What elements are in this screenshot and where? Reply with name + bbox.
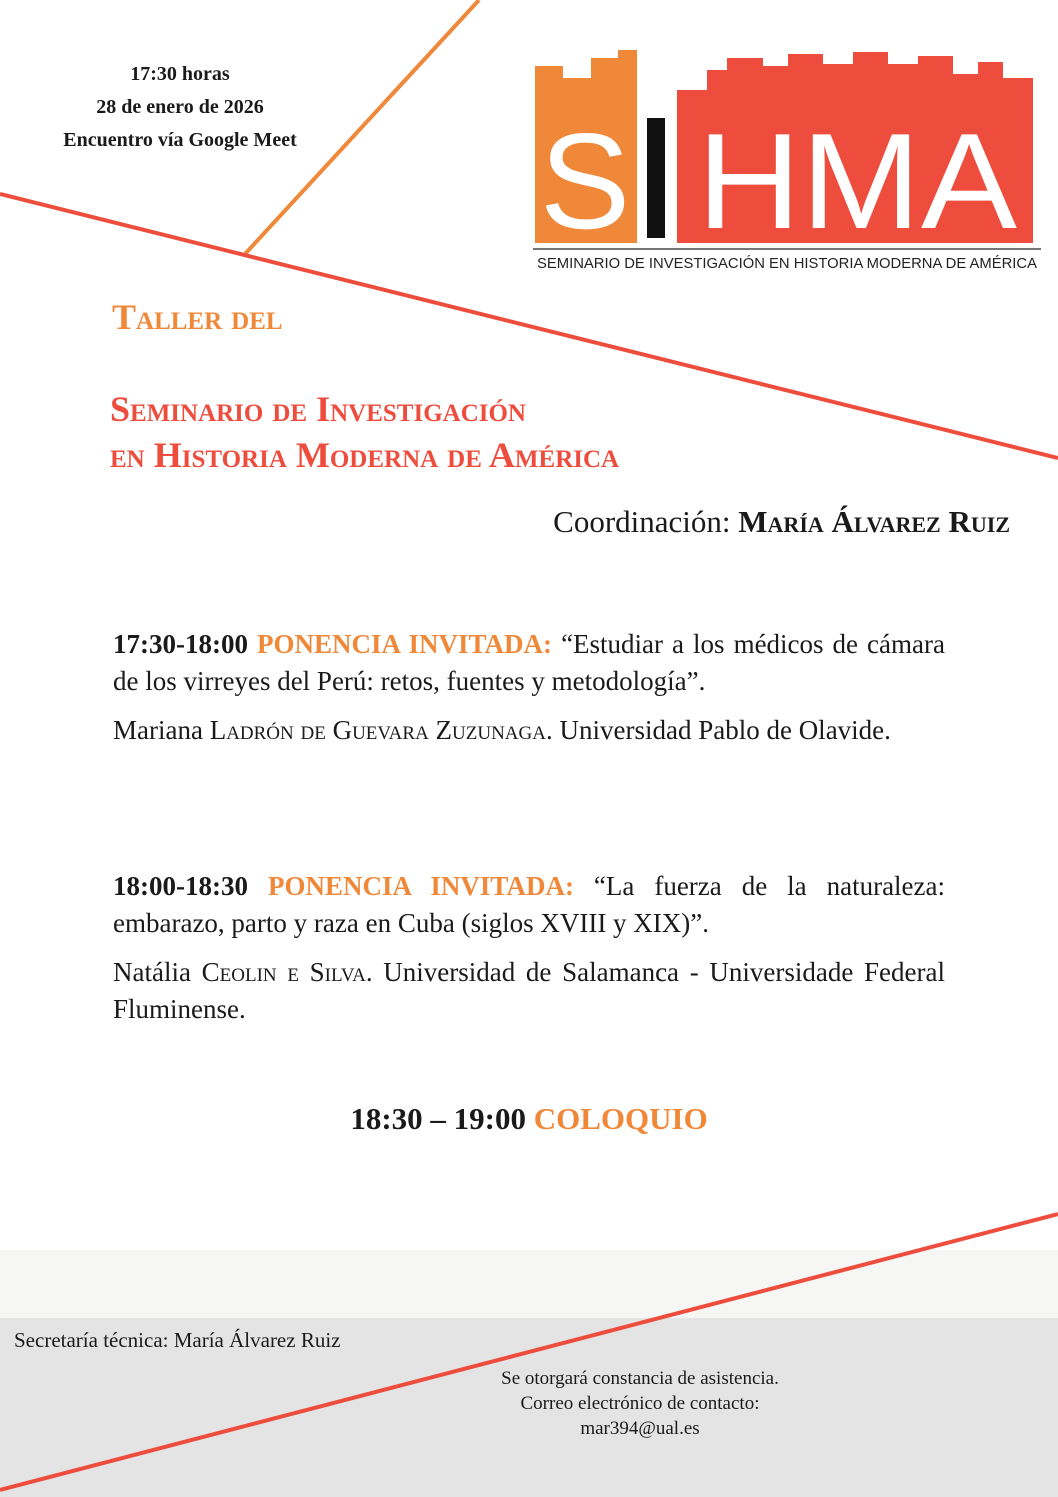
coordination <box>553 504 1010 540</box>
contact-email[interactable]: mar394@ual.es <box>580 1418 700 1439</box>
coloquio <box>0 1101 1058 1137</box>
talk-2-time: 18:00-18:30 <box>113 871 248 901</box>
talk-1-title: “Estudiar a los médicos de cámara de los virreyes del Perú: retos, fuentes y metodología”. <box>113 629 945 696</box>
talk-2-title: “La fuerza de la naturaleza: embarazo, parto y raza en Cuba (siglos XVIII y XIX)”. <box>113 871 946 938</box>
talk-2-surname: Ceolin e Silva <box>201 957 366 987</box>
talk-2-first-name: Natália <box>113 957 191 987</box>
logo-letter-s: S <box>539 105 631 257</box>
event-info <box>0 58 360 157</box>
coloquio-label: COLOQUIO <box>533 1101 708 1136</box>
seminar-title-line-2: en Historia Moderna de América <box>110 435 620 475</box>
sihma-logo <box>533 48 1041 276</box>
coordinator-name: María Álvarez Ruiz <box>738 504 1010 539</box>
talk-2-type: PONENCIA INVITADA: <box>267 871 574 901</box>
event-time: 17:30 horas <box>130 63 230 85</box>
talk-2 <box>113 868 945 1028</box>
logo-separator <box>647 118 665 238</box>
event-date: 28 de enero de 2026 <box>96 96 264 118</box>
talk-1-speaker <box>113 712 945 749</box>
certificate-note: Se otorgará constancia de asistencia. <box>501 1368 779 1389</box>
talk-1-surname: Ladrón de Guevara Zuzunaga <box>209 715 546 745</box>
taller-heading: Taller del <box>112 297 283 337</box>
footer-contact <box>430 1366 850 1441</box>
talk-2-affiliation: . Universidad de Salamanca - Universidade Federal Fluminense. <box>113 957 945 1024</box>
contact-label: Correo electrónico de contacto: <box>520 1393 760 1414</box>
talk-1-description <box>113 626 945 700</box>
secretary: Secretaría técnica: María Álvarez Ruiz <box>14 1328 341 1352</box>
talk-1 <box>113 626 945 749</box>
event-venue: Encuentro vía Google Meet <box>63 129 297 151</box>
talk-1-affiliation: . Universidad Pablo de Olavide. <box>545 715 891 745</box>
talk-1-first-name: Mariana <box>113 715 203 745</box>
talk-1-time: 17:30-18:00 <box>113 629 248 659</box>
talk-2-description <box>113 868 945 942</box>
coordination-label: Coordinación: <box>553 504 731 539</box>
seminar-title-line-1: Seminario de Investigación <box>110 389 526 429</box>
seminar-title <box>110 386 619 478</box>
logo-subtitle: SEMINARIO DE INVESTIGACIÓN EN HISTORIA MODERNA DE AMÉRICA <box>537 256 1020 272</box>
talk-1-type: PONENCIA INVITADA: <box>257 629 553 659</box>
logo-letters-hma: HMA <box>697 105 1018 257</box>
talk-2-speaker <box>113 954 945 1028</box>
coloquio-time: 18:30 – 19:00 <box>350 1101 526 1136</box>
